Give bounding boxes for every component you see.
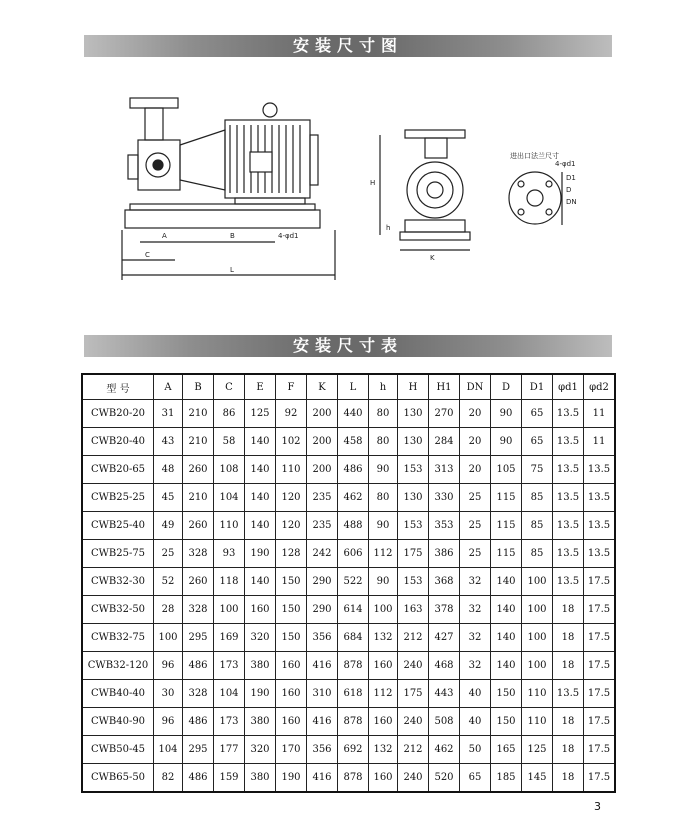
table-cell: 13.5 (553, 568, 584, 596)
table-cell: 100 (522, 624, 553, 652)
table-cell: 458 (338, 428, 369, 456)
table-cell: 486 (183, 764, 214, 793)
model-cell: CWB32-120 (82, 652, 154, 680)
table-cell: 13.5 (584, 512, 616, 540)
table-cell: 150 (276, 596, 307, 624)
table-cell: 486 (183, 652, 214, 680)
table-cell: 380 (245, 652, 276, 680)
table-cell: 290 (307, 596, 338, 624)
table-cell: 105 (491, 456, 522, 484)
model-cell: CWB50-45 (82, 736, 154, 764)
table-cell: 13.5 (553, 456, 584, 484)
table-cell: 48 (154, 456, 183, 484)
table-cell: 177 (214, 736, 245, 764)
model-cell: CWB32-50 (82, 596, 154, 624)
table-cell: 115 (491, 512, 522, 540)
table-cell: 210 (183, 428, 214, 456)
col-header: φd2 (584, 374, 616, 400)
table-row (82, 708, 615, 736)
table-cell: 80 (369, 400, 398, 428)
pump-front-casing (407, 162, 463, 218)
table-row (82, 456, 615, 484)
table-cell: 18 (553, 764, 584, 793)
table-cell: 43 (154, 428, 183, 456)
table-cell: 118 (214, 568, 245, 596)
table-cell: 160 (369, 708, 398, 736)
table-cell: 212 (398, 624, 429, 652)
table-cell: 32 (460, 596, 491, 624)
table-cell: 443 (429, 680, 460, 708)
table-cell: 140 (491, 568, 522, 596)
table-cell: 520 (429, 764, 460, 793)
table-cell: 260 (183, 456, 214, 484)
table-row (82, 428, 615, 456)
table-cell: 13.5 (584, 540, 616, 568)
table-cell: 190 (245, 680, 276, 708)
table-cell: 104 (214, 680, 245, 708)
table-cell: 165 (491, 736, 522, 764)
table-cell: 58 (214, 428, 245, 456)
table-cell: 173 (214, 652, 245, 680)
table-cell: 50 (460, 736, 491, 764)
table-cell: 160 (276, 680, 307, 708)
table-cell: 522 (338, 568, 369, 596)
table-cell: 380 (245, 764, 276, 793)
table-cell: 140 (245, 484, 276, 512)
model-cell: CWB32-30 (82, 568, 154, 596)
table-cell: 462 (338, 484, 369, 512)
model-cell: CWB25-25 (82, 484, 154, 512)
table-cell: 17.5 (584, 764, 616, 793)
table-cell: 75 (522, 456, 553, 484)
table-cell: 440 (338, 400, 369, 428)
table-cell: 130 (398, 428, 429, 456)
table-cell: 175 (398, 540, 429, 568)
table-cell: 18 (553, 596, 584, 624)
table-cell: 40 (460, 680, 491, 708)
table-cell: 25 (460, 512, 491, 540)
table-row (82, 596, 615, 624)
dimension-table (81, 373, 616, 793)
table-cell: 85 (522, 512, 553, 540)
table-cell: 80 (369, 484, 398, 512)
table-cell: 159 (214, 764, 245, 793)
dimension-table-title: 安装尺寸表 (84, 335, 612, 357)
table-cell: 368 (429, 568, 460, 596)
table-cell: 150 (491, 708, 522, 736)
table-cell: 17.5 (584, 652, 616, 680)
table-row (82, 764, 615, 793)
table-cell: 270 (429, 400, 460, 428)
label-flange-note: 进出口法兰尺寸 (510, 152, 559, 160)
table-cell: 290 (307, 568, 338, 596)
col-header: E (245, 374, 276, 400)
table-cell: 13.5 (553, 484, 584, 512)
table-cell: 20 (460, 456, 491, 484)
table-cell: 462 (429, 736, 460, 764)
table-cell: 200 (307, 456, 338, 484)
table-cell: 212 (398, 736, 429, 764)
table-cell: 240 (398, 708, 429, 736)
table-cell: 878 (338, 708, 369, 736)
col-header: C (214, 374, 245, 400)
table-cell: 260 (183, 512, 214, 540)
table-cell: 85 (522, 484, 553, 512)
table-cell: 130 (398, 484, 429, 512)
table-cell: 65 (460, 764, 491, 793)
table-cell: 13.5 (553, 512, 584, 540)
table-cell: 17.5 (584, 708, 616, 736)
model-cell: CWB20-65 (82, 456, 154, 484)
table-row (82, 540, 615, 568)
table-cell: 125 (522, 736, 553, 764)
table-cell: 132 (369, 624, 398, 652)
label-A: A (162, 232, 167, 240)
pump-base (125, 210, 320, 228)
col-header: H1 (429, 374, 460, 400)
table-cell: 235 (307, 484, 338, 512)
table-cell: 32 (460, 568, 491, 596)
table-cell: 145 (522, 764, 553, 793)
col-header: φd1 (553, 374, 584, 400)
table-cell: 242 (307, 540, 338, 568)
table-cell: 90 (369, 456, 398, 484)
table-cell: 18 (553, 652, 584, 680)
table-cell: 240 (398, 652, 429, 680)
table-cell: 140 (245, 512, 276, 540)
label-D1: D1 (566, 174, 576, 182)
table-row (82, 512, 615, 540)
table-cell: 108 (214, 456, 245, 484)
table-cell: 90 (369, 568, 398, 596)
table-cell: 508 (429, 708, 460, 736)
col-header: 型 号 (82, 374, 154, 400)
table-cell: 130 (398, 400, 429, 428)
label-DN: DN (566, 198, 577, 206)
label-h: h (386, 224, 391, 232)
table-cell: 20 (460, 400, 491, 428)
page-number: 3 (594, 800, 601, 813)
table-cell: 115 (491, 540, 522, 568)
table-row (82, 568, 615, 596)
table-cell: 140 (491, 624, 522, 652)
table-cell: 878 (338, 652, 369, 680)
table-cell: 416 (307, 708, 338, 736)
table-cell: 93 (214, 540, 245, 568)
table-cell: 320 (245, 624, 276, 652)
label-B: B (230, 232, 235, 240)
installation-drawing-title: 安装尺寸图 (84, 35, 612, 57)
table-cell: 96 (154, 652, 183, 680)
table-cell: 140 (245, 456, 276, 484)
table-cell: 175 (398, 680, 429, 708)
col-header: DN (460, 374, 491, 400)
table-cell: 125 (245, 400, 276, 428)
table-cell: 210 (183, 400, 214, 428)
table-cell: 160 (276, 708, 307, 736)
label-L: L (230, 266, 234, 274)
col-header: L (338, 374, 369, 400)
table-cell: 17.5 (584, 680, 616, 708)
table-row (82, 484, 615, 512)
table-cell: 878 (338, 764, 369, 793)
model-cell: CWB40-40 (82, 680, 154, 708)
table-cell: 100 (522, 568, 553, 596)
table-cell: 173 (214, 708, 245, 736)
table-cell: 486 (183, 708, 214, 736)
table-cell: 17.5 (584, 568, 616, 596)
installation-drawing (100, 80, 620, 290)
table-cell: 150 (491, 680, 522, 708)
table-cell: 20 (460, 428, 491, 456)
table-cell: 92 (276, 400, 307, 428)
table-cell: 45 (154, 484, 183, 512)
table-cell: 356 (307, 624, 338, 652)
table-cell: 200 (307, 400, 338, 428)
table-cell: 52 (154, 568, 183, 596)
table-cell: 416 (307, 764, 338, 793)
table-cell: 160 (369, 764, 398, 793)
table-cell: 11 (584, 400, 616, 428)
table-cell: 684 (338, 624, 369, 652)
table-cell: 13.5 (553, 540, 584, 568)
label-K: K (430, 254, 435, 262)
table-cell: 330 (429, 484, 460, 512)
table-cell: 313 (429, 456, 460, 484)
table-cell: 200 (307, 428, 338, 456)
col-header: A (154, 374, 183, 400)
table-cell: 32 (460, 624, 491, 652)
table-cell: 328 (183, 596, 214, 624)
table-cell: 86 (214, 400, 245, 428)
table-cell: 104 (154, 736, 183, 764)
table-cell: 235 (307, 512, 338, 540)
col-header: h (369, 374, 398, 400)
table-cell: 160 (276, 652, 307, 680)
table-cell: 32 (460, 652, 491, 680)
table-cell: 260 (183, 568, 214, 596)
col-header: F (276, 374, 307, 400)
table-cell: 380 (245, 708, 276, 736)
table-cell: 284 (429, 428, 460, 456)
col-header: H (398, 374, 429, 400)
table-cell: 110 (522, 708, 553, 736)
table-cell: 468 (429, 652, 460, 680)
table-cell: 25 (460, 540, 491, 568)
table-cell: 160 (369, 652, 398, 680)
table-cell: 115 (491, 484, 522, 512)
table-cell: 18 (553, 736, 584, 764)
table-cell: 96 (154, 708, 183, 736)
flange-detail (509, 172, 561, 224)
table-cell: 13.5 (584, 484, 616, 512)
table-cell: 100 (522, 652, 553, 680)
table-cell: 190 (276, 764, 307, 793)
table-cell: 353 (429, 512, 460, 540)
table-cell: 618 (338, 680, 369, 708)
table-cell: 150 (276, 568, 307, 596)
table-cell: 386 (429, 540, 460, 568)
table-cell: 140 (245, 568, 276, 596)
table-cell: 31 (154, 400, 183, 428)
table-cell: 185 (491, 764, 522, 793)
table-cell: 692 (338, 736, 369, 764)
table-cell: 295 (183, 736, 214, 764)
table-cell: 606 (338, 540, 369, 568)
model-cell: CWB25-40 (82, 512, 154, 540)
table-cell: 356 (307, 736, 338, 764)
table-cell: 153 (398, 456, 429, 484)
table-cell: 132 (369, 736, 398, 764)
table-cell: 110 (214, 512, 245, 540)
table-cell: 100 (154, 624, 183, 652)
table-cell: 328 (183, 680, 214, 708)
table-cell: 85 (522, 540, 553, 568)
table-cell: 614 (338, 596, 369, 624)
table-cell: 112 (369, 540, 398, 568)
table-cell: 110 (276, 456, 307, 484)
table-cell: 153 (398, 512, 429, 540)
model-cell: CWB25-75 (82, 540, 154, 568)
table-cell: 80 (369, 428, 398, 456)
table-cell: 17.5 (584, 736, 616, 764)
table-cell: 90 (369, 512, 398, 540)
table-cell: 110 (522, 680, 553, 708)
table-cell: 100 (369, 596, 398, 624)
table-cell: 140 (245, 428, 276, 456)
table-cell: 90 (491, 428, 522, 456)
table-row (82, 624, 615, 652)
table-cell: 13.5 (553, 680, 584, 708)
model-cell: CWB32-75 (82, 624, 154, 652)
table-cell: 40 (460, 708, 491, 736)
table-cell: 210 (183, 484, 214, 512)
table-cell: 416 (307, 652, 338, 680)
col-header: B (183, 374, 214, 400)
table-row (82, 652, 615, 680)
table-cell: 65 (522, 428, 553, 456)
col-header: K (307, 374, 338, 400)
table-cell: 82 (154, 764, 183, 793)
label-C: C (145, 251, 150, 259)
table-cell: 128 (276, 540, 307, 568)
table-cell: 65 (522, 400, 553, 428)
table-cell: 104 (214, 484, 245, 512)
table-row (82, 736, 615, 764)
table-cell: 25 (460, 484, 491, 512)
table-cell: 163 (398, 596, 429, 624)
label-bolt: 4-φd1 (278, 232, 299, 240)
table-cell: 49 (154, 512, 183, 540)
table-row (82, 400, 615, 428)
table-cell: 11 (584, 428, 616, 456)
table-cell: 100 (214, 596, 245, 624)
table-cell: 120 (276, 512, 307, 540)
table-cell: 140 (491, 596, 522, 624)
table-cell: 486 (338, 456, 369, 484)
table-cell: 310 (307, 680, 338, 708)
table-cell: 90 (491, 400, 522, 428)
col-header: D (491, 374, 522, 400)
table-header-row (82, 374, 615, 400)
table-cell: 13.5 (553, 428, 584, 456)
table-cell: 30 (154, 680, 183, 708)
label-H: H (370, 179, 376, 187)
table-row (82, 680, 615, 708)
table-cell: 25 (154, 540, 183, 568)
table-cell: 13.5 (584, 456, 616, 484)
table-cell: 160 (245, 596, 276, 624)
table-cell: 153 (398, 568, 429, 596)
table-cell: 240 (398, 764, 429, 793)
model-cell: CWB65-50 (82, 764, 154, 793)
table-cell: 18 (553, 624, 584, 652)
table-cell: 328 (183, 540, 214, 568)
label-bolt2: 4-φd1 (555, 160, 576, 168)
table-cell: 17.5 (584, 624, 616, 652)
table-cell: 488 (338, 512, 369, 540)
table-cell: 140 (491, 652, 522, 680)
model-cell: CWB40-90 (82, 708, 154, 736)
table-cell: 190 (245, 540, 276, 568)
col-header: D1 (522, 374, 553, 400)
table-cell: 100 (522, 596, 553, 624)
table-cell: 170 (276, 736, 307, 764)
label-D: D (566, 186, 572, 194)
table-cell: 17.5 (584, 596, 616, 624)
model-cell: CWB20-40 (82, 428, 154, 456)
table-cell: 112 (369, 680, 398, 708)
table-cell: 295 (183, 624, 214, 652)
table-cell: 18 (553, 708, 584, 736)
table-cell: 378 (429, 596, 460, 624)
model-cell: CWB20-20 (82, 400, 154, 428)
table-cell: 13.5 (553, 400, 584, 428)
table-cell: 102 (276, 428, 307, 456)
table-cell: 120 (276, 484, 307, 512)
table-cell: 28 (154, 596, 183, 624)
table-cell: 427 (429, 624, 460, 652)
table-cell: 320 (245, 736, 276, 764)
table-cell: 150 (276, 624, 307, 652)
table-cell: 169 (214, 624, 245, 652)
